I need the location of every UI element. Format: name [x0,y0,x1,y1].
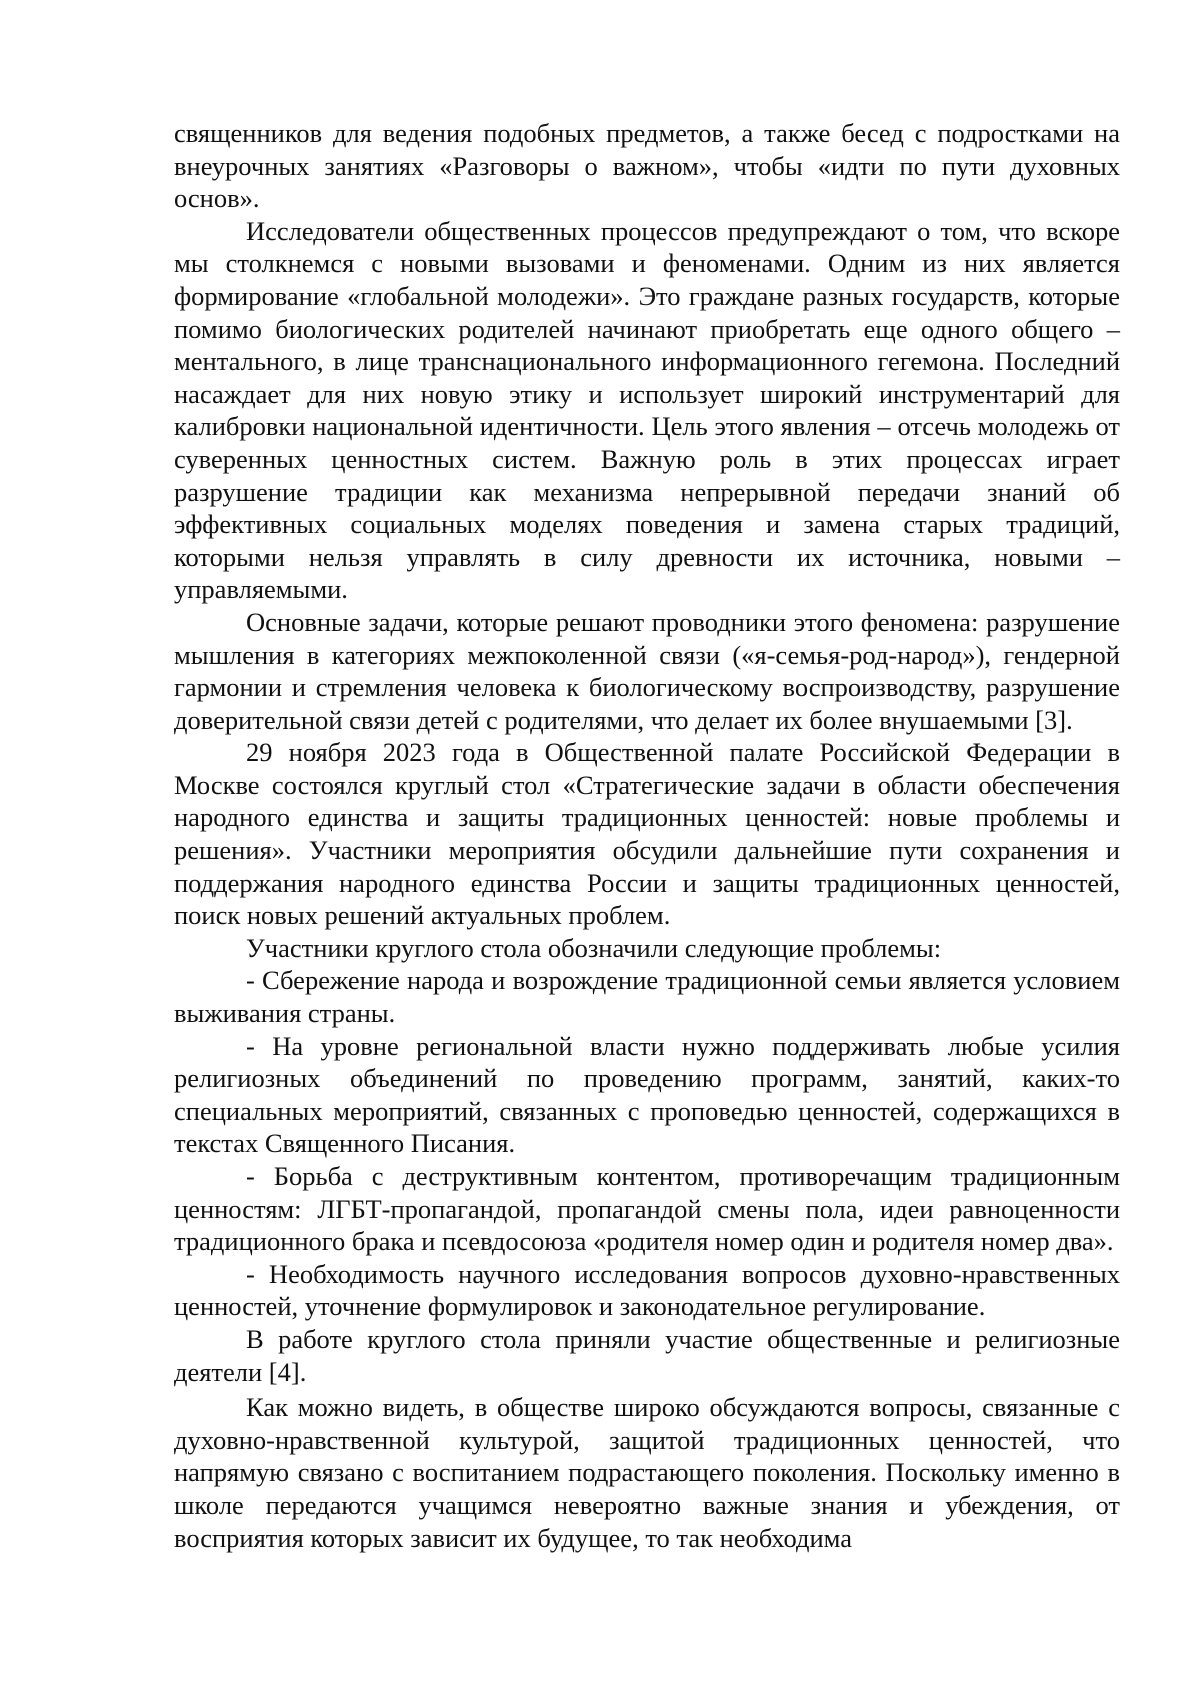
paragraph-global-youth: Исследователи общественных процессов предупреждают о том, что вскоре мы столкнемся с новыми вызовами и феноменами. Одним из них является формирование «глобальной молодежи». Это граждане разных государств, которые помимо биологических родителей начинают приобретать еще одного общего – ментального, в лице транснационального информационного гегемона. Последний насаждает для них новую этику и использует широкий инструментарий для калибровки национальной идентичности. Цель этого явления – отсечь молодежь от суверенных ценностных систем. Важную роль в этих процессах играет разрушение традиции как механизма непрерывной передачи знаний об эффективных социальных моделях поведения и замена старых традиций, которыми нельзя управлять в силу древности их источника, новыми – управляемыми. [174,215,1120,606]
document-body [174,117,1120,1554]
list-item-destructive-content: - Борьба с деструктивным контентом, противоречащим традиционным ценностям: ЛГБТ-пропагандой, пропагандой смены пола, идеи равноценности традиционного брака и псевдосоюза «родителя номер один и родителя номер два». [174,1160,1120,1258]
list-item-regional-power: - На уровне региональной власти нужно поддерживать любые усилия религиозных объединений по проведению программ, занятий, каких-то специальных мероприятий, связанных с проповедью ценностей, содержащихся в текстах Священного Писания. [174,1030,1120,1160]
list-item-research: - Необходимость научного исследования вопросов духовно-нравственных ценностей, уточнение формулировок и законодательное регулирование. [174,1258,1120,1323]
paragraph-round-table: 29 ноября 2023 года в Общественной палате Российской Федерации в Москве состоялся круглый стол «Стратегические задачи в области обеспечения народного единства и защиты традиционных ценностей: новые проблемы и решения». Участники мероприятия обсудили дальнейшие пути сохранения и поддержания народного единства России и защиты традиционных ценностей, поиск новых решений актуальных проблем. [174,736,1120,932]
paragraph-conclusion: Как можно видеть, в обществе широко обсуждаются вопросы, связанные с духовно-нравственной культурой, защитой традиционных ценностей, что напрямую связано с воспитанием подрастающего поколения. Поскольку именно в школе передаются учащимся невероятно важные знания и убеждения, от восприятия которых зависит их будущее, то так необходима [174,1391,1120,1554]
paragraph-problems-intro: Участники круглого стола обозначили следующие проблемы: [174,932,1120,965]
paragraph-main-tasks: Основные задачи, которые решают проводники этого феномена: разрушение мышления в категориях межпоколенной связи («я-семья-род-народ»), гендерной гармонии и стремления человека к биологическому воспроизводству, разрушение доверительной связи детей с родителями, что делает их более внушаемыми [3]. [174,606,1120,736]
list-item-family: - Сбережение народа и возрождение традиционной семьи является условием выживания страны. [174,964,1120,1029]
paragraph-continuation: священников для ведения подобных предметов, а также бесед с подростками на внеурочных занятиях «Разговоры о важном», чтобы «идти по пути духовных основ». [174,117,1120,215]
paragraph-participants: В работе круглого стола приняли участие общественные и религиозные деятели [4]. [174,1323,1120,1388]
document-page [0,0,1200,1697]
